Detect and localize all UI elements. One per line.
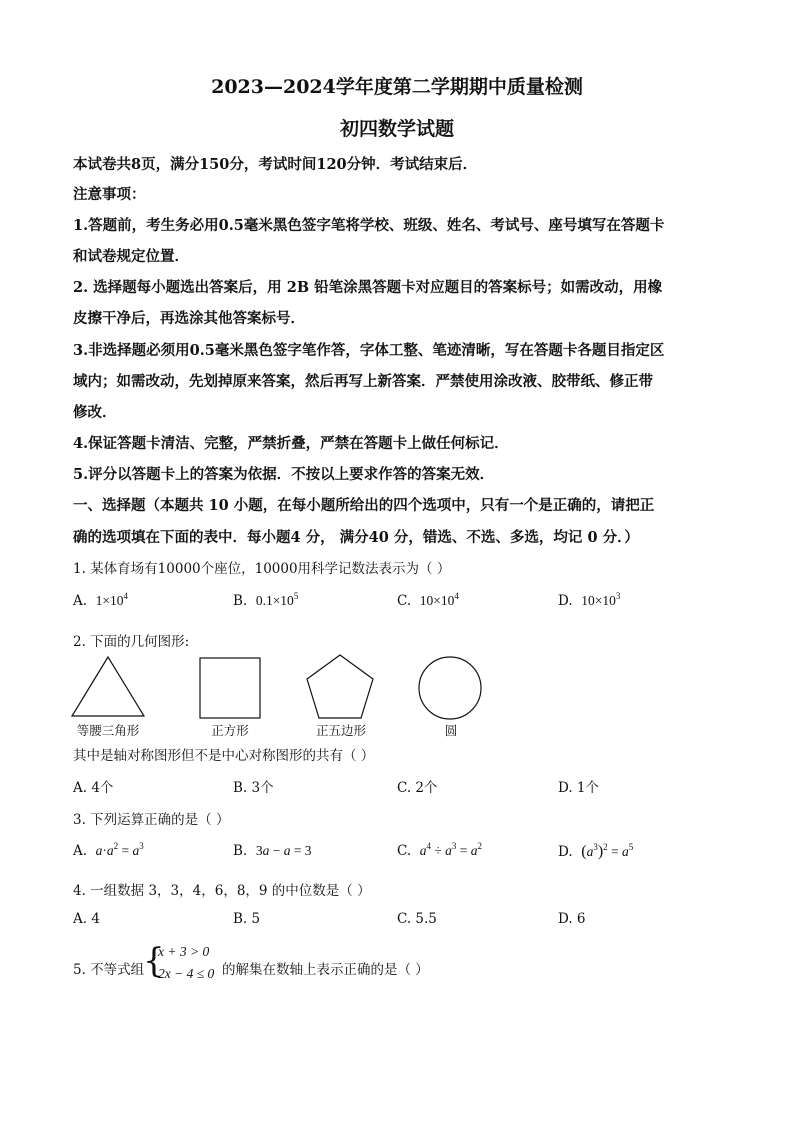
isosceles-triangle-figure <box>70 654 146 720</box>
question-5-suffix: 的解集在数轴上表示正确的是（ ） <box>222 962 429 978</box>
notice-line: 5.评分以答题卡上的答案为依据．不按以上要求作答的答案无效． <box>73 466 495 483</box>
q1-option-d[interactable]: D. $10\times 10^3$ <box>558 591 621 609</box>
q3-option-a[interactable]: A. $a\cdot a^2 = a^3$ <box>73 841 144 859</box>
notice-line: 3.非选择题必须用0.5毫米黑色签字笔作答，字体工整、笔迹清晰，写在答题卡各题目指定区 <box>73 342 665 359</box>
notice-label: 注意事项： <box>73 186 146 203</box>
notice-line: 1.答题前，考生务必用0.5毫米黑色签字笔将学校、班级、姓名、考试号、座号填写在答题卡 <box>73 217 665 234</box>
section-heading: 确的选项填在下面的表中．每小题4 分， 满分40 分，错选、不选、多选，均记 0 分．） <box>73 529 639 546</box>
q4-option-d[interactable]: D. 6 <box>558 911 586 927</box>
shape-label-square: 正方形 <box>211 723 249 738</box>
q2-option-d[interactable]: D. 1个 <box>558 780 600 796</box>
section-heading: 一、选择题（本题共 10 小题，在每小题所给出的四个选项中，只有一个是正确的，请把正 <box>73 497 655 514</box>
notice-line: 域内；如需改动，先划掉原来答案，然后再写上新答案．严禁使用涂改液、胶带纸、修正带 <box>73 373 653 390</box>
q3-option-d[interactable]: D. $(a^3)^2 = a^5$ <box>558 842 634 860</box>
question-2-question: 其中是轴对称图形但不是中心对称图形的共有（ ） <box>73 748 375 764</box>
q4-option-b[interactable]: B. 5 <box>233 911 261 927</box>
square-figure <box>198 656 262 720</box>
question-4-stem: 4. 一组数据 3，3，4，6，8，9 的中位数是（ ） <box>73 883 371 899</box>
shape-label-circle: 圆 <box>444 723 458 738</box>
exam-title: 2023—2024学年度第二学期期中质量检测 <box>211 76 583 98</box>
q1-option-b[interactable]: B. $0.1\times 10^5$ <box>233 591 299 609</box>
notice-line: 4.保证答题卡清洁、完整，严禁折叠，严禁在答题卡上做任何标记． <box>73 435 509 452</box>
regular-pentagon-figure <box>304 652 376 722</box>
notice-line: 和试卷规定位置． <box>73 248 189 265</box>
notice-line: 修改． <box>73 404 117 421</box>
q3-option-c[interactable]: C. $a^4 \div a^3 = a^2$ <box>397 841 483 859</box>
q4-option-a[interactable]: A. 4 <box>73 911 100 927</box>
question-1-stem: 1. 某体育场有10000个座位，10000用科学记数法表示为（ ） <box>73 561 451 577</box>
question-5-prefix: 5. 不等式组 <box>73 962 145 978</box>
question-3-stem: 3. 下列运算正确的是（ ） <box>73 812 230 828</box>
notice-line: 皮擦干净后，再选涂其他答案标号． <box>73 310 305 327</box>
notice-line: 2. 选择题每小题选出答案后，用 2B 铅笔涂黑答题卡对应题目的答案标号；如需改动，用橡 <box>73 279 663 296</box>
question-2-stem: 2. 下面的几何图形: <box>73 634 190 650</box>
q2-option-a[interactable]: A. 4个 <box>73 780 114 796</box>
shape-label-pentagon: 正五边形 <box>315 723 366 738</box>
inequality-line-1: x + 3 > 0 <box>158 944 210 959</box>
exam-subtitle: 初四数学试题 <box>339 118 454 140</box>
q1-option-a[interactable]: A. $1\times 10^4$ <box>73 591 129 609</box>
inequality-line-2: 2x − 4 ≤ 0 <box>158 966 215 981</box>
q3-option-b[interactable]: B. 3a − a = 3 <box>233 843 312 859</box>
shape-label-triangle: 等腰三角形 <box>76 723 140 738</box>
q2-option-c[interactable]: C. 2个 <box>397 780 438 796</box>
q1-option-c[interactable]: C. $10\times 10^4$ <box>397 591 459 609</box>
q4-option-c[interactable]: C. 5.5 <box>397 911 437 927</box>
system-brace: { <box>143 941 165 981</box>
circle-figure <box>416 654 484 722</box>
intro-text: 本试卷共8页，满分150分，考试时间120分钟．考试结束后． <box>73 156 478 173</box>
q2-option-b[interactable]: B. 3个 <box>233 780 274 796</box>
